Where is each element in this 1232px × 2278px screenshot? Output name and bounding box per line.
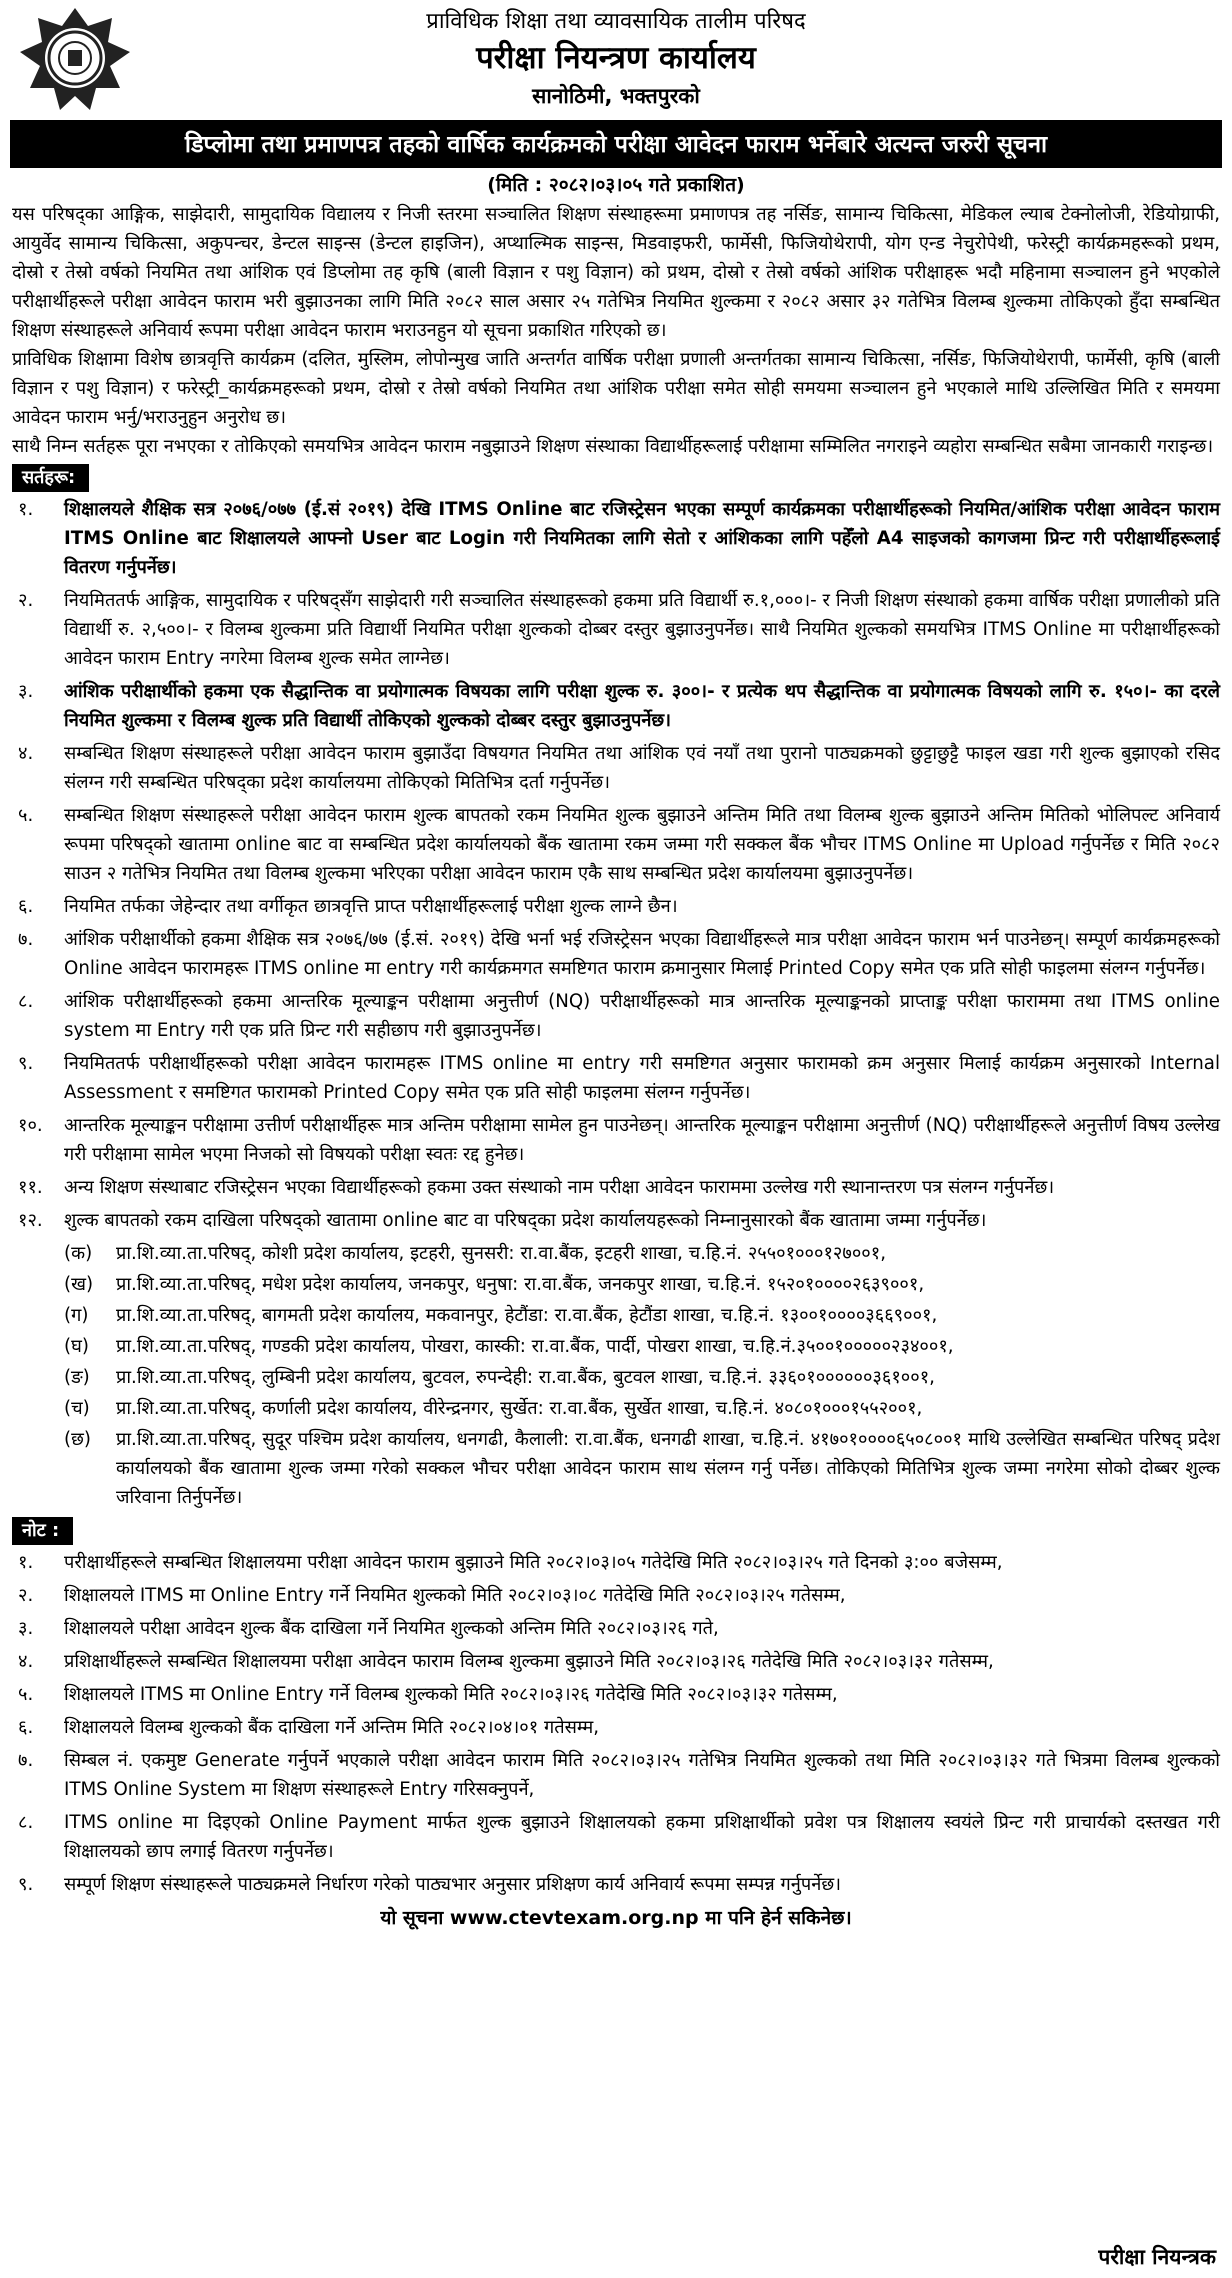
term-text: आंशिक परीक्षार्थीको हकमा एक सैद्धान्तिक वा प्रयोगात्मक विषयका लागि परीक्षा शुल्क रु. ३००।- र प्रत्येक थप सैद्धान्तिक वा प्रयोगात्मक विषयको लागि रु. १५०।- का दरले नियमित शुल्कमा र विलम्ब शुल्क प्रति विद्यार्थी तोकिएको शुल्कको दोब्बर दस्तुर बुझाउनुपर्नेछ।	[64, 681, 1220, 731]
bank-text: प्रा.शि.व्या.ता.परिषद्, गण्डकी प्रदेश कार्यालय, पोखरा, कास्की: रा.वा.बैंक, पार्दी, पोखरा शाखा, च.हि.नं.३५००१०००००२३४००१,	[116, 1336, 954, 1357]
term-item	[12, 586, 1220, 673]
bank-account-item	[64, 1239, 1220, 1268]
term-text: नियमिततर्फ परीक्षार्थीहरूको परीक्षा आवेदन फारामहरू ITMS online मा entry गरी समष्टिगत अनुसार फारामको क्रम अनुसार मिलाई कार्यक्रम अनुसारको Internal Assessment र समष्टिगत फारामको Printed Copy समेत एक प्रति सोही फाइलमा संलग्न गर्नुपर्नेछ।	[64, 1053, 1220, 1103]
term-text: नियमित तर्फका जेहेन्दार तथा वर्गीकृत छात्रवृत्ति प्राप्त परीक्षार्थीहरूलाई परीक्षा शुल्क लाग्ने छैन।	[64, 896, 678, 917]
bank-label: (ख)	[64, 1274, 94, 1295]
signature-title: परीक्षा नियन्त्रक	[1098, 2245, 1216, 2269]
term-item	[12, 1173, 1220, 1202]
note-number: ६.	[18, 1717, 34, 1738]
term-number: १२.	[18, 1210, 43, 1231]
bank-text: प्रा.शि.व्या.ता.परिषद्, कर्णाली प्रदेश कार्यालय, वीरेन्द्रनगर, सुर्खेत: रा.वा.बैंक, सुर्खेत शाखा, च.हि.नं. ४०८०१०००१५५२००१,	[116, 1398, 923, 1419]
term-number: ८.	[18, 991, 34, 1012]
term-text: अन्य शिक्षण संस्थाबाट रजिस्ट्रेसन भएका विद्यार्थीहरूको हकमा उक्त संस्थाको नाम परीक्षा आवेदन फाराममा उल्लेख गरी स्थानान्तरण पत्र संलग्न गर्नुपर्नेछ।	[64, 1177, 1055, 1198]
website-line: यो सूचना www.ctevtexam.org.np मा पनि हेर्न सकिनेछ।	[380, 1907, 852, 1929]
notice-body	[0, 200, 1232, 1933]
header	[0, 0, 1232, 114]
published-date: (मिति : २०८२।०३।०५ गते प्रकाशित)	[487, 174, 745, 196]
note-number: ९.	[18, 1874, 34, 1895]
note-text: सम्पूर्ण शिक्षण संस्थाहरूले पाठ्यक्रमले निर्धारण गरेको पाठ्यभार अनुसार प्रशिक्षण कार्य अनिवार्य रूपमा सम्पन्न गर्नुपर्नेछ।	[64, 1874, 841, 1895]
note-item	[12, 1614, 1220, 1643]
note-number: १.	[18, 1552, 34, 1573]
note-text: प्रशिक्षार्थीहरूले सम्बन्धित शिक्षालयमा परीक्षा आवेदन फाराम विलम्ब शुल्कमा बुझाउने मिति २०८२।०३।२६ गतेदेखि मिति २०८२।०३।३२ गतेसम्म,	[64, 1651, 994, 1672]
note-item	[12, 1713, 1220, 1742]
note-item	[12, 1581, 1220, 1610]
note-number: २.	[18, 1585, 34, 1606]
bank-account-item	[64, 1363, 1220, 1392]
note-number: ७.	[18, 1750, 34, 1771]
term-item	[12, 495, 1220, 582]
term-number: ११.	[18, 1177, 43, 1198]
term-item	[12, 1206, 1220, 1235]
bank-label: (ङ)	[64, 1367, 90, 1388]
notice-title: डिप्लोमा तथा प्रमाणपत्र तहको वार्षिक कार्यक्रमको परीक्षा आवेदन फाराम भर्नेबारे अत्यन्त जरुरी सूचना	[10, 120, 1222, 168]
note-number: ४.	[18, 1651, 34, 1672]
bank-account-item	[64, 1425, 1220, 1512]
note-text: शिक्षालयले ITMS मा Online Entry गर्ने नियमित शुल्कको मिति २०८२।०३।०८ गतेदेखि मिति २०८२।०३।२५ गतेसम्म,	[64, 1585, 846, 1606]
term-number: १.	[18, 499, 34, 520]
bank-text: प्रा.शि.व्या.ता.परिषद्, बागमती प्रदेश कार्यालय, मकवानपुर, हेटौंडा: रा.वा.बैंक, हेटौंडा शाखा, च.हि.नं. १३००१००००३६६९००१,	[116, 1305, 938, 1326]
note-item	[12, 1548, 1220, 1577]
note-item	[12, 1808, 1220, 1866]
term-number: १०.	[18, 1115, 43, 1136]
office-name: परीक्षा नियन्त्रण कार्यालय	[476, 40, 756, 76]
bank-account-item	[64, 1394, 1220, 1423]
term-item	[12, 677, 1220, 735]
bank-text: प्रा.शि.व्या.ता.परिषद्, सुदूर पश्चिम प्रदेश कार्यालय, धनगढी, कैलाली: रा.वा.बैंक, धनगढी शाखा, च.हि.नं. ४१७०१००००६५०८००१ माथि उल्लेखित सम्बन्धित परिषद् प्रदेश कार्यालयको बैंक खातामा शुल्क जम्मा गरेको सक्कल भौचर परीक्षा आवेदन फाराम साथ संलग्न गर्नु पर्नेछ। तोकिएको मितिभित्र शुल्क जम्मा नगरेमा सोको दोब्बर शुल्क जरिवाना तिर्नुपर्नेछ।	[116, 1429, 1220, 1508]
bank-text: प्रा.शि.व्या.ता.परिषद्, कोशी प्रदेश कार्यालय, इटहरी, सुनसरी: रा.वा.बैंक, इटहरी शाखा, च.हि.नं. २५५०१०००१२७००१,	[116, 1243, 886, 1264]
intro-paragraph-2: प्राविधिक शिक्षामा विशेष छात्रवृत्ति कार्यक्रम (दलित, मुस्लिम, लोपोन्मुख जाति अन्तर्गत वार्षिक परीक्षा प्रणाली अन्तर्गतका सामान्य चिकित्सा, नर्सिङ, फिजियोथेरापी, फार्मेसी, कृषि (बाली विज्ञान र पशु विज्ञान) र फरेस्ट्री_कार्यक्रमहरूको प्रथम, दोस्रो र तेस्रो वर्षको नियमित तथा आंशिक परीक्षा समेत सोही समयमा सञ्चालन हुने भएकाले माथि उल्लिखित मिति र समयमा आवेदन फाराम भर्नु/भराउनुहुन अनुरोध छ।	[12, 349, 1220, 428]
bank-text: प्रा.शि.व्या.ता.परिषद्, लुम्बिनी प्रदेश कार्यालय, बुटवल, रुपन्देही: रा.वा.बैंक, बुटवल शाखा, च.हि.नं. ३३६०१००००००३६१००१,	[116, 1367, 935, 1388]
term-item	[12, 892, 1220, 921]
note-text: सिम्बल नं. एकमुष्ट Generate गर्नुपर्ने भएकाले परीक्षा आवेदन फाराम मिति २०८२।०३।२५ गतेभित्र नियमित शुल्कको तथा मिति २०८२।०३।३२ गते भित्रमा विलम्ब शुल्कको ITMS Online System मा शिक्षण संस्थाहरूले Entry गरिसक्नुपर्ने,	[64, 1750, 1220, 1800]
term-text: सम्बन्धित शिक्षण संस्थाहरूले परीक्षा आवेदन फाराम शुल्क बापतको रकम नियमित शुल्क बुझाउने अन्तिम मिति तथा विलम्ब शुल्क बुझाउने अन्तिम मितिको भोलिपल्ट अनिवार्य रूपमा परिषद्को खातामा online बाट वा सम्बन्धित प्रदेश कार्यालयको बैंक खातामा रकम जम्मा गरी सक्कल बैंक भौचर ITMS Online मा Upload गर्नुपर्नेछ र मिति २०८२ साउन २ गतेभित्र नियमित तथा विलम्ब शुल्कमा भरिएका परीक्षा आवेदन फाराम एकै साथ सम्बन्धित प्रदेश कार्यालयमा बुझाउनुपर्नेछ।	[64, 805, 1220, 884]
note-text: शिक्षालयले ITMS मा Online Entry गर्ने विलम्ब शुल्कको मिति २०८२।०३।२६ गतेदेखि मिति २०८२।०३।३२ गतेसम्म,	[64, 1684, 838, 1705]
term-item	[12, 1049, 1220, 1107]
intro-paragraph-3: साथै निम्न सर्तहरू पूरा नभएका र तोकिएको समयभित्र आवेदन फाराम नबुझाउने शिक्षण संस्थाका विद्यार्थीहरूलाई परीक्षामा सम्मिलित नगराइने व्यहोरा सम्बन्धित सबैमा जानकारी गराइन्छ।	[12, 436, 1214, 457]
bank-text: प्रा.शि.व्या.ता.परिषद्, मधेश प्रदेश कार्यालय, जनकपुर, धनुषा: रा.वा.बैंक, जनकपुर शाखा, च.हि.नं. १५२०१००००२६३९००१,	[116, 1274, 925, 1295]
bank-label: (च)	[64, 1398, 90, 1419]
bank-label: (क)	[64, 1243, 93, 1264]
term-text: शिक्षालयले शैक्षिक सत्र २०७६/०७७ (ई.सं २०१९) देखि ITMS Online बाट रजिस्ट्रेसन भएका सम्पूर्ण कार्यक्रमका परीक्षार्थीहरूको नियमित/आंशिक परीक्षा आवेदन फाराम ITMS Online बाट शिक्षालयले आफ्नो User बाट Login गरी नियमितका लागि सेतो र आंशिकका लागि पहेँलो A4 साइजको कागजमा प्रिन्ट गरी परीक्षार्थीहरूलाई वितरण गर्नुपर्नेछ।	[64, 499, 1220, 578]
organization-subtitle: प्राविधिक शिक्षा तथा व्यावसायिक तालीम परिषद	[426, 9, 806, 34]
term-number: ६.	[18, 896, 34, 917]
term-number: ९.	[18, 1053, 34, 1074]
note-text: शिक्षालयले विलम्ब शुल्कको बैंक दाखिला गर्ने अन्तिम मिति २०८२।०४।०१ गतेसम्म,	[64, 1717, 599, 1738]
term-item	[12, 925, 1220, 983]
notes-heading: नोट :	[12, 1517, 73, 1545]
term-text: नियमिततर्फ आङ्गिक, सामुदायिक र परिषद्सँग साझेदारी गरी सञ्चालित संस्थाहरूको हकमा प्रति विद्यार्थी रु.१,०००।- र निजी शिक्षण संस्थाको हकमा वार्षिक परीक्षा प्रणालीको प्रति विद्यार्थी रु. २,५००।- र विलम्ब शुल्कमा प्रति विद्यार्थी नियमित परीक्षा शुल्कको दोब्बर दस्तुर बुझाउनुपर्नेछ। साथै नियमित शुल्कको समयभित्र ITMS Online मा परीक्षार्थीहरूको आवेदन फाराम Entry नगरेमा विलम्ब शुल्क समेत लाग्नेछ।	[64, 590, 1220, 669]
term-number: ४.	[18, 743, 34, 764]
bank-account-item	[64, 1270, 1220, 1299]
term-text: सम्बन्धित शिक्षण संस्थाहरूले परीक्षा आवेदन फाराम बुझाउँदा विषयगत नियमित तथा आंशिक एवं नयाँ तथा पुरानो पाठ्यक्रमको छुट्टाछुट्टै फाइल खडा गरी शुल्क बुझाएको रसिद संलग्न गरी सम्बन्धित परिषद्का प्रदेश कार्यालयमा तोकिएको मितिभित्र दर्ता गर्नुपर्नेछ।	[64, 743, 1220, 793]
bank-label: (ग)	[64, 1305, 89, 1326]
note-text: शिक्षालयले परीक्षा आवेदन शुल्क बैंक दाखिला गर्ने नियमित शुल्कको अन्तिम मिति २०८२।०३।२६ गते,	[64, 1618, 719, 1639]
note-item	[12, 1647, 1220, 1676]
note-item	[12, 1680, 1220, 1709]
term-text: आन्तरिक मूल्याङ्कन परीक्षामा उत्तीर्ण परीक्षार्थीहरू मात्र अन्तिम परीक्षामा सामेल हुन पाउनेछन्। आन्तरिक मूल्याङ्कन परीक्षामा अनुत्तीर्ण (NQ) परीक्षार्थीहरूले अनुत्तीर्ण विषय उल्लेख गरी परीक्षामा सामेल भएमा निजको सो विषयको परीक्षा स्वतः रद्द हुनेछ।	[64, 1115, 1220, 1165]
term-item	[12, 987, 1220, 1045]
note-item	[12, 1870, 1220, 1899]
term-number: २.	[18, 590, 34, 611]
term-text: आंशिक परीक्षार्थीहरूको हकमा आन्तरिक मूल्याङ्कन परीक्षामा अनुत्तीर्ण (NQ) परीक्षार्थीहरूको मात्र आन्तरिक मूल्याङ्कनको प्राप्ताङ्क परीक्षा फाराममा तथा ITMS online system मा Entry गरी एक प्रति प्रिन्ट गरी सहीछाप गरी बुझाउनुपर्नेछ।	[64, 991, 1220, 1041]
bank-account-item	[64, 1332, 1220, 1361]
note-number: ५.	[18, 1684, 34, 1705]
term-number: ७.	[18, 929, 34, 950]
term-item	[12, 801, 1220, 888]
terms-heading: सर्तहरू:	[12, 464, 89, 492]
term-text: शुल्क बापतको रकम दाखिला परिषद्को खातामा online बाट वा परिषद्का प्रदेश कार्यालयहरूको निम्नानुसारको बैंक खातामा जम्मा गर्नुपर्नेछ।	[64, 1210, 987, 1231]
bank-label: (घ)	[64, 1336, 89, 1357]
bank-label: (छ)	[64, 1429, 91, 1450]
note-number: ३.	[18, 1618, 34, 1639]
bank-account-item	[64, 1301, 1220, 1330]
term-item	[12, 1111, 1220, 1169]
note-text: ITMS online मा दिइएको Online Payment मार्फत शुल्क बुझाउने शिक्षालयको हकमा प्रशिक्षार्थीको प्रवेश पत्र शिक्षालय स्वयंले प्रिन्ट गरी प्राचार्यको दस्तखत गरी शिक्षालयको छाप लगाई वितरण गर्नुपर्नेछ।	[64, 1812, 1220, 1862]
term-number: ५.	[18, 805, 34, 826]
intro-paragraph-1: यस परिषद्का आङ्गिक, साझेदारी, सामुदायिक विद्यालय र निजी स्तरमा सञ्चालित शिक्षण संस्थाहरूमा प्रमाणपत्र तह नर्सिङ, सामान्य चिकित्सा, मेडिकल ल्याब टेक्नोलोजी, रेडियोग्राफी, आयुर्वेद सामान्य चिकित्सा, अकुपन्चर, डेन्टल साइन्स (डेन्टल हाइजिन), अप्थाल्मिक साइन्स, मिडवाइफरी, फार्मेसी, फिजियोथेरापी, योग एन्ड नेचुरोपेथी, फरेस्ट्री कार्यक्रमहरूको प्रथम, दोस्रो र तेस्रो वर्षको नियमित तथा आंशिक एवं डिप्लोमा तह कृषि (बाली विज्ञान र पशु विज्ञान) को प्रथम, दोस्रो र तेस्रो वर्षको आंशिक परीक्षाहरू भदौ महिनामा सञ्चालन हुने भएकोले परीक्षार्थीहरूले परीक्षा आवेदन फाराम भरी बुझाउनका लागि मिति २०८२ साल असार २५ गतेभित्र नियमित शुल्कमा र २०८२ असार ३२ गतेभित्र विलम्ब शुल्कमा तोकिएको हुँदा सम्बन्धित शिक्षण संस्थाहरूले अनिवार्य रूपमा परीक्षा आवेदन फाराम भराउनहुन यो सूचना प्रकाशित गरिएको छ।	[12, 204, 1220, 341]
term-item	[12, 739, 1220, 797]
note-number: ८.	[18, 1812, 34, 1833]
term-text: आंशिक परीक्षार्थीको हकमा शैक्षिक सत्र २०७६/७७ (ई.सं. २०१९) देखि भर्ना भई रजिस्ट्रेसन भएका विद्यार्थीहरूले मात्र परीक्षा आवेदन फाराम भर्न पाउनेछन्। सम्पूर्ण कार्यक्रमहरूको Online आवेदन फारामहरू ITMS online मा entry गरी कार्यक्रमगत समष्टिगत फाराम क्रमानुसार मिलाई Printed Copy समेत एक प्रति सोही फाइलमा संलग्न गर्नुपर्नेछ।	[64, 929, 1220, 979]
note-item	[12, 1746, 1220, 1804]
note-text: परीक्षार्थीहरूले सम्बन्धित शिक्षालयमा परीक्षा आवेदन फाराम बुझाउने मिति २०८२।०३।०५ गतेदेखि मिति २०८२।०३।२५ गते दिनको ३:०० बजेसम्म,	[64, 1552, 1003, 1573]
office-location: सानोठिमी, भक्तपुरको	[532, 84, 700, 108]
term-number: ३.	[18, 681, 34, 702]
